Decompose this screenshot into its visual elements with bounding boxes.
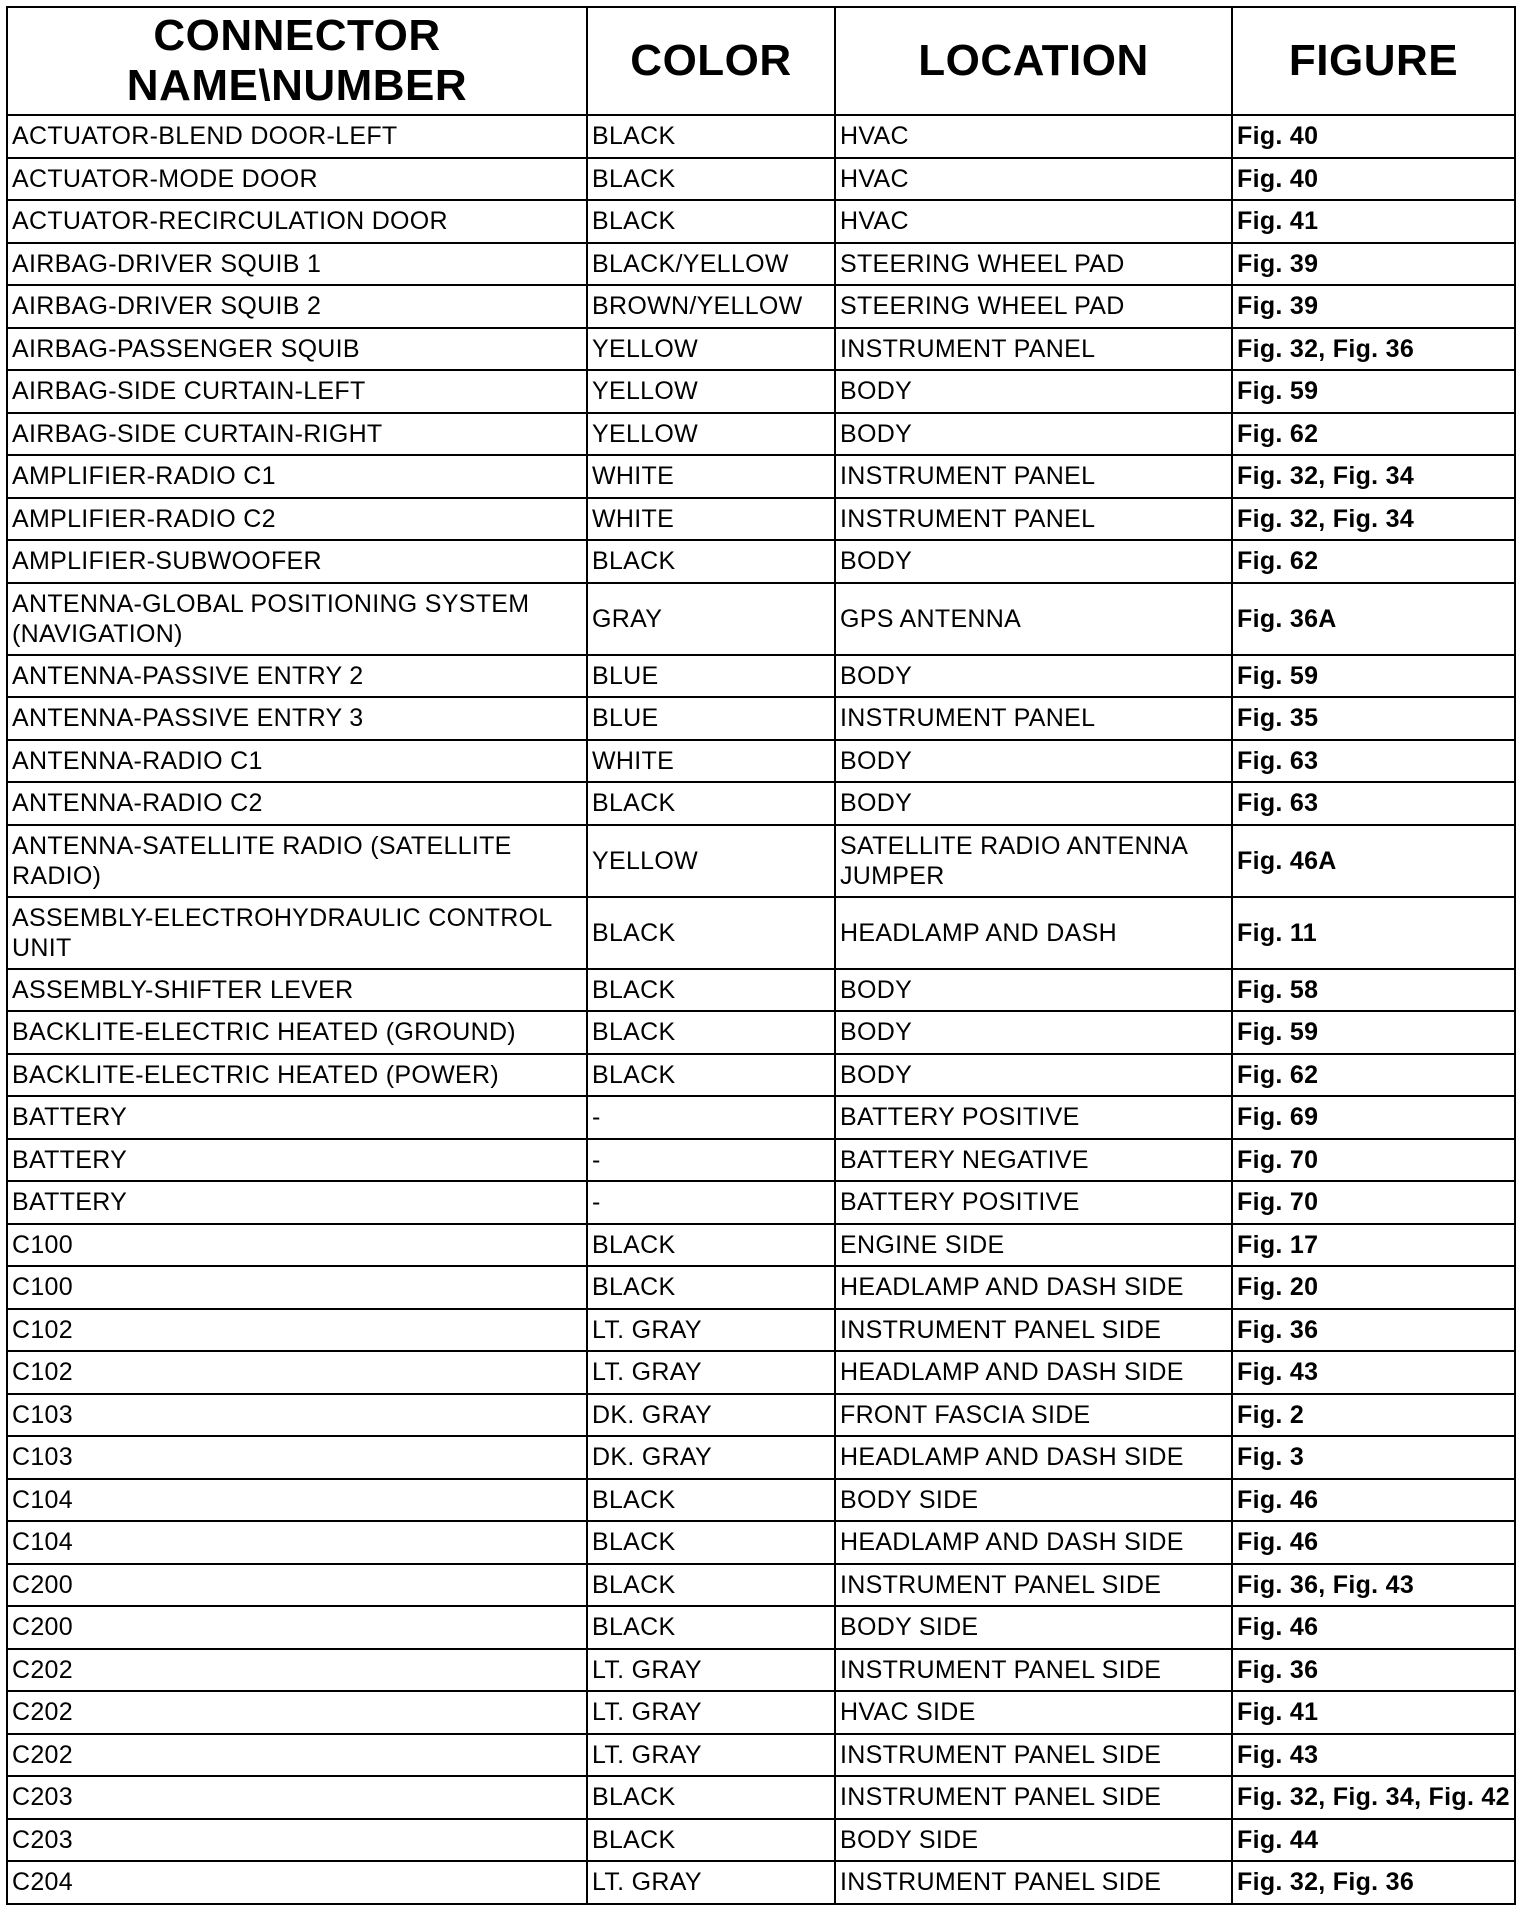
cell-connector-name: C100 xyxy=(7,1224,587,1267)
cell-color: BLACK xyxy=(587,1819,835,1862)
cell-figure: Fig. 2 xyxy=(1232,1394,1515,1437)
cell-location: STEERING WHEEL PAD xyxy=(835,285,1232,328)
cell-figure: Fig. 59 xyxy=(1232,370,1515,413)
cell-connector-name: BATTERY xyxy=(7,1181,587,1224)
cell-figure: Fig. 62 xyxy=(1232,1054,1515,1097)
cell-location: HVAC xyxy=(835,158,1232,201)
cell-figure: Fig. 40 xyxy=(1232,115,1515,158)
header-location: LOCATION xyxy=(835,7,1232,115)
cell-figure: Fig. 36 xyxy=(1232,1649,1515,1692)
cell-location: BODY xyxy=(835,740,1232,783)
cell-figure: Fig. 63 xyxy=(1232,782,1515,825)
cell-location: ENGINE SIDE xyxy=(835,1224,1232,1267)
table-row xyxy=(7,1394,1515,1437)
cell-color: BLACK xyxy=(587,782,835,825)
cell-connector-name: C103 xyxy=(7,1436,587,1479)
table-row xyxy=(7,583,1515,655)
cell-location: FRONT FASCIA SIDE xyxy=(835,1394,1232,1437)
cell-figure: Fig. 46 xyxy=(1232,1606,1515,1649)
cell-connector-name: BACKLITE-ELECTRIC HEATED (POWER) xyxy=(7,1054,587,1097)
cell-location: BATTERY POSITIVE xyxy=(835,1096,1232,1139)
cell-figure: Fig. 58 xyxy=(1232,969,1515,1012)
cell-figure: Fig. 20 xyxy=(1232,1266,1515,1309)
cell-location: BODY SIDE xyxy=(835,1819,1232,1862)
header-connector-line1: CONNECTOR xyxy=(153,11,441,60)
table-row xyxy=(7,1861,1515,1904)
cell-location: SATELLITE RADIO ANTENNA JUMPER xyxy=(835,825,1232,897)
cell-color: BLACK xyxy=(587,1224,835,1267)
cell-connector-name: C202 xyxy=(7,1691,587,1734)
cell-color: LT. GRAY xyxy=(587,1649,835,1692)
cell-connector-name: AIRBAG-SIDE CURTAIN-RIGHT xyxy=(7,413,587,456)
table-row xyxy=(7,969,1515,1012)
cell-color: YELLOW xyxy=(587,413,835,456)
cell-figure: Fig. 46 xyxy=(1232,1521,1515,1564)
cell-figure: Fig. 59 xyxy=(1232,655,1515,698)
cell-figure: Fig. 32, Fig. 36 xyxy=(1232,328,1515,371)
table-row xyxy=(7,328,1515,371)
cell-color: WHITE xyxy=(587,740,835,783)
cell-location: INSTRUMENT PANEL SIDE xyxy=(835,1309,1232,1352)
cell-location: STEERING WHEEL PAD xyxy=(835,243,1232,286)
cell-connector-name: AIRBAG-DRIVER SQUIB 2 xyxy=(7,285,587,328)
cell-figure: Fig. 59 xyxy=(1232,1011,1515,1054)
table-row xyxy=(7,498,1515,541)
cell-figure: Fig. 3 xyxy=(1232,1436,1515,1479)
cell-location: BODY xyxy=(835,370,1232,413)
cell-location: BODY xyxy=(835,969,1232,1012)
table-row xyxy=(7,697,1515,740)
cell-figure: Fig. 70 xyxy=(1232,1181,1515,1224)
table-row xyxy=(7,243,1515,286)
cell-connector-name: C104 xyxy=(7,1479,587,1522)
cell-connector-name: C204 xyxy=(7,1861,587,1904)
cell-color: YELLOW xyxy=(587,370,835,413)
cell-figure: Fig. 17 xyxy=(1232,1224,1515,1267)
cell-figure: Fig. 63 xyxy=(1232,740,1515,783)
cell-figure: Fig. 46 xyxy=(1232,1479,1515,1522)
cell-color: BLACK xyxy=(587,969,835,1012)
cell-location: INSTRUMENT PANEL SIDE xyxy=(835,1734,1232,1777)
cell-connector-name: C200 xyxy=(7,1606,587,1649)
cell-connector-name: ANTENNA-PASSIVE ENTRY 2 xyxy=(7,655,587,698)
cell-figure: Fig. 40 xyxy=(1232,158,1515,201)
cell-connector-name: AMPLIFIER-RADIO C2 xyxy=(7,498,587,541)
table-row xyxy=(7,1521,1515,1564)
cell-figure: Fig. 32, Fig. 34 xyxy=(1232,455,1515,498)
cell-location: INSTRUMENT PANEL xyxy=(835,697,1232,740)
cell-color: - xyxy=(587,1181,835,1224)
cell-color: BLACK xyxy=(587,1479,835,1522)
cell-color: BLACK xyxy=(587,1606,835,1649)
cell-location: BODY xyxy=(835,413,1232,456)
table-row xyxy=(7,1011,1515,1054)
connector-table xyxy=(6,6,1516,1905)
cell-location: BODY xyxy=(835,655,1232,698)
cell-color: BLACK xyxy=(587,540,835,583)
cell-color: - xyxy=(587,1139,835,1182)
table-row xyxy=(7,1776,1515,1819)
table-row xyxy=(7,1819,1515,1862)
cell-figure: Fig. 35 xyxy=(1232,697,1515,740)
cell-figure: Fig. 62 xyxy=(1232,540,1515,583)
cell-location: BODY SIDE xyxy=(835,1479,1232,1522)
cell-connector-name: BATTERY xyxy=(7,1096,587,1139)
header-connector-name xyxy=(7,7,587,115)
table-row xyxy=(7,1309,1515,1352)
table-row xyxy=(7,740,1515,783)
cell-connector-name: C104 xyxy=(7,1521,587,1564)
cell-connector-name: C202 xyxy=(7,1734,587,1777)
cell-figure: Fig. 41 xyxy=(1232,200,1515,243)
table-row xyxy=(7,1564,1515,1607)
table-header xyxy=(7,7,1515,115)
cell-connector-name: C203 xyxy=(7,1776,587,1819)
cell-color: BLACK xyxy=(587,897,835,969)
cell-figure: Fig. 62 xyxy=(1232,413,1515,456)
cell-figure: Fig. 11 xyxy=(1232,897,1515,969)
cell-connector-name: C100 xyxy=(7,1266,587,1309)
cell-connector-name: ASSEMBLY-ELECTROHYDRAULIC CONTROL UNIT xyxy=(7,897,587,969)
table-row xyxy=(7,455,1515,498)
cell-color: YELLOW xyxy=(587,825,835,897)
table-row xyxy=(7,1351,1515,1394)
cell-location: BODY xyxy=(835,540,1232,583)
table-row xyxy=(7,1139,1515,1182)
cell-connector-name: C200 xyxy=(7,1564,587,1607)
cell-connector-name: ANTENNA-SATELLITE RADIO (SATELLITE RADIO) xyxy=(7,825,587,897)
table-row xyxy=(7,1224,1515,1267)
cell-location: BODY xyxy=(835,1011,1232,1054)
cell-connector-name: ANTENNA-RADIO C1 xyxy=(7,740,587,783)
cell-connector-name: ANTENNA-PASSIVE ENTRY 3 xyxy=(7,697,587,740)
table-row xyxy=(7,897,1515,969)
cell-figure: Fig. 36 xyxy=(1232,1309,1515,1352)
cell-figure: Fig. 44 xyxy=(1232,1819,1515,1862)
cell-location: BATTERY POSITIVE xyxy=(835,1181,1232,1224)
cell-connector-name: C203 xyxy=(7,1819,587,1862)
cell-color: YELLOW xyxy=(587,328,835,371)
cell-location: INSTRUMENT PANEL xyxy=(835,328,1232,371)
cell-color: BLUE xyxy=(587,655,835,698)
table-row xyxy=(7,655,1515,698)
header-row xyxy=(7,7,1515,115)
table-body xyxy=(7,115,1515,1904)
table-row xyxy=(7,413,1515,456)
cell-connector-name: ANTENNA-GLOBAL POSITIONING SYSTEM (NAVIGATION) xyxy=(7,583,587,655)
cell-connector-name: ACTUATOR-MODE DOOR xyxy=(7,158,587,201)
cell-location: HVAC SIDE xyxy=(835,1691,1232,1734)
cell-connector-name: C102 xyxy=(7,1309,587,1352)
cell-color: DK. GRAY xyxy=(587,1436,835,1479)
cell-location: INSTRUMENT PANEL SIDE xyxy=(835,1564,1232,1607)
cell-figure: Fig. 39 xyxy=(1232,243,1515,286)
cell-figure: Fig. 32, Fig. 34 xyxy=(1232,498,1515,541)
table-row xyxy=(7,285,1515,328)
table-row xyxy=(7,825,1515,897)
cell-connector-name: C102 xyxy=(7,1351,587,1394)
table-row xyxy=(7,1181,1515,1224)
table-row xyxy=(7,200,1515,243)
table-row xyxy=(7,540,1515,583)
cell-color: LT. GRAY xyxy=(587,1351,835,1394)
table-row xyxy=(7,782,1515,825)
cell-color: BROWN/YELLOW xyxy=(587,285,835,328)
cell-figure: Fig. 43 xyxy=(1232,1734,1515,1777)
cell-figure: Fig. 70 xyxy=(1232,1139,1515,1182)
table-row xyxy=(7,370,1515,413)
table-row xyxy=(7,158,1515,201)
table-row xyxy=(7,115,1515,158)
cell-color: DK. GRAY xyxy=(587,1394,835,1437)
header-figure: FIGURE xyxy=(1232,7,1515,115)
cell-connector-name: AMPLIFIER-RADIO C1 xyxy=(7,455,587,498)
cell-connector-name: BATTERY xyxy=(7,1139,587,1182)
table-row xyxy=(7,1606,1515,1649)
cell-figure: Fig. 43 xyxy=(1232,1351,1515,1394)
cell-connector-name: ACTUATOR-RECIRCULATION DOOR xyxy=(7,200,587,243)
cell-figure: Fig. 32, Fig. 36 xyxy=(1232,1861,1515,1904)
table-row xyxy=(7,1649,1515,1692)
cell-figure: Fig. 69 xyxy=(1232,1096,1515,1139)
cell-figure: Fig. 46A xyxy=(1232,825,1515,897)
cell-connector-name: AIRBAG-PASSENGER SQUIB xyxy=(7,328,587,371)
cell-connector-name: ACTUATOR-BLEND DOOR-LEFT xyxy=(7,115,587,158)
cell-location: BODY xyxy=(835,782,1232,825)
cell-color: LT. GRAY xyxy=(587,1861,835,1904)
cell-connector-name: BACKLITE-ELECTRIC HEATED (GROUND) xyxy=(7,1011,587,1054)
cell-color: BLACK xyxy=(587,1011,835,1054)
connector-table-wrapper xyxy=(6,6,1516,1905)
cell-location: HEADLAMP AND DASH SIDE xyxy=(835,1266,1232,1309)
cell-color: GRAY xyxy=(587,583,835,655)
cell-color: BLUE xyxy=(587,697,835,740)
table-row xyxy=(7,1054,1515,1097)
header-color: COLOR xyxy=(587,7,835,115)
cell-location: INSTRUMENT PANEL SIDE xyxy=(835,1861,1232,1904)
cell-location: HEADLAMP AND DASH SIDE xyxy=(835,1521,1232,1564)
cell-figure: Fig. 32, Fig. 34, Fig. 42 xyxy=(1232,1776,1515,1819)
cell-location: HEADLAMP AND DASH SIDE xyxy=(835,1436,1232,1479)
cell-location: INSTRUMENT PANEL xyxy=(835,455,1232,498)
cell-location: HVAC xyxy=(835,115,1232,158)
cell-location: HVAC xyxy=(835,200,1232,243)
cell-color: WHITE xyxy=(587,498,835,541)
cell-color: BLACK xyxy=(587,1266,835,1309)
cell-color: WHITE xyxy=(587,455,835,498)
cell-location: BATTERY NEGATIVE xyxy=(835,1139,1232,1182)
cell-connector-name: AIRBAG-SIDE CURTAIN-LEFT xyxy=(7,370,587,413)
cell-color: BLACK xyxy=(587,1776,835,1819)
table-row xyxy=(7,1479,1515,1522)
cell-color: BLACK/YELLOW xyxy=(587,243,835,286)
cell-color: BLACK xyxy=(587,1564,835,1607)
cell-color: BLACK xyxy=(587,115,835,158)
header-connector-line2: NAME\NUMBER xyxy=(126,61,468,110)
cell-location: BODY xyxy=(835,1054,1232,1097)
cell-color: LT. GRAY xyxy=(587,1734,835,1777)
cell-color: BLACK xyxy=(587,1054,835,1097)
table-row xyxy=(7,1436,1515,1479)
cell-location: INSTRUMENT PANEL SIDE xyxy=(835,1649,1232,1692)
cell-location: INSTRUMENT PANEL xyxy=(835,498,1232,541)
cell-color: - xyxy=(587,1096,835,1139)
cell-figure: Fig. 39 xyxy=(1232,285,1515,328)
cell-connector-name: ANTENNA-RADIO C2 xyxy=(7,782,587,825)
cell-figure: Fig. 41 xyxy=(1232,1691,1515,1734)
cell-figure: Fig. 36, Fig. 43 xyxy=(1232,1564,1515,1607)
cell-location: GPS ANTENNA xyxy=(835,583,1232,655)
cell-color: LT. GRAY xyxy=(587,1309,835,1352)
cell-color: BLACK xyxy=(587,200,835,243)
cell-connector-name: C202 xyxy=(7,1649,587,1692)
cell-location: INSTRUMENT PANEL SIDE xyxy=(835,1776,1232,1819)
cell-connector-name: AIRBAG-DRIVER SQUIB 1 xyxy=(7,243,587,286)
cell-location: HEADLAMP AND DASH xyxy=(835,897,1232,969)
cell-color: BLACK xyxy=(587,158,835,201)
cell-color: BLACK xyxy=(587,1521,835,1564)
cell-connector-name: AMPLIFIER-SUBWOOFER xyxy=(7,540,587,583)
table-row xyxy=(7,1691,1515,1734)
cell-figure: Fig. 36A xyxy=(1232,583,1515,655)
table-row xyxy=(7,1096,1515,1139)
table-row xyxy=(7,1266,1515,1309)
cell-color: LT. GRAY xyxy=(587,1691,835,1734)
table-row xyxy=(7,1734,1515,1777)
cell-connector-name: ASSEMBLY-SHIFTER LEVER xyxy=(7,969,587,1012)
cell-location: BODY SIDE xyxy=(835,1606,1232,1649)
cell-connector-name: C103 xyxy=(7,1394,587,1437)
cell-location: HEADLAMP AND DASH SIDE xyxy=(835,1351,1232,1394)
